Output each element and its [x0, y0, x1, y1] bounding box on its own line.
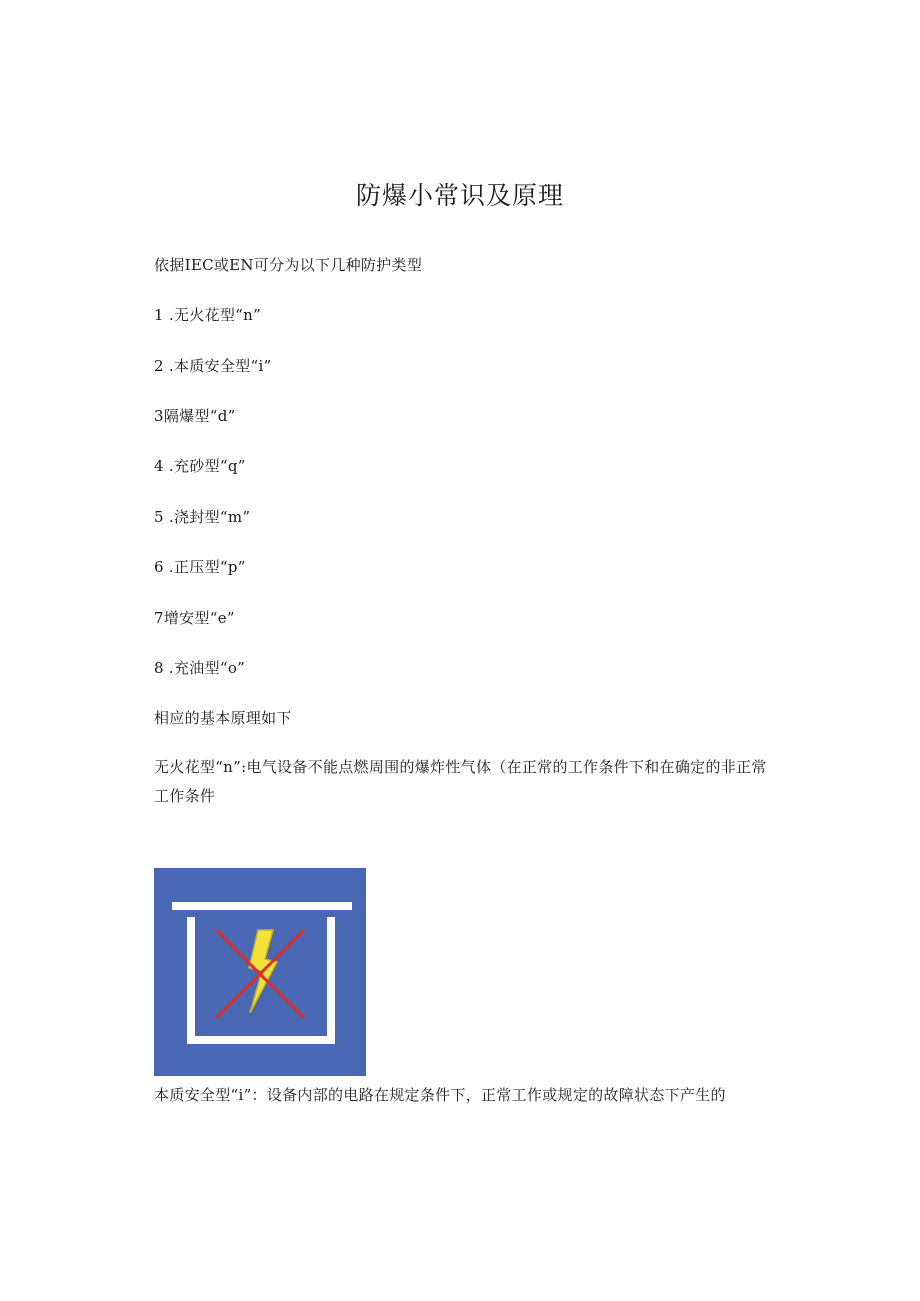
protection-type-item: 8 .充油型“o” — [154, 659, 246, 677]
no-spark-type-n-icon — [154, 868, 366, 1076]
page-title: 防爆小常识及原理 — [355, 181, 564, 210]
n-type-description: 无火花型“n”:电气设备不能点燃周围的爆炸性气体（在正常的工作条件下和在确定的非正常工作条件 — [154, 758, 767, 805]
protection-type-item: 4 .充砂型“q” — [154, 457, 246, 475]
i-type-description: 本质安全型“i”：设备内部的电路在规定条件下，正常工作或规定的故障状态下产生的 — [154, 1086, 726, 1104]
principle-heading: 相应的基本原理如下 — [154, 709, 292, 727]
protection-type-item: 3隔爆型“d” — [154, 407, 236, 425]
protection-type-item: 7增安型“e” — [154, 609, 235, 627]
protection-type-item: 5 .浇封型“m” — [154, 508, 251, 526]
intro-text: 依据IEC或EN可分为以下几种防护类型 — [154, 256, 423, 274]
protection-type-item: 2 .本质安全型“i” — [154, 357, 272, 375]
protection-type-item: 1 .无火花型“n” — [154, 306, 262, 324]
protection-type-item: 6 .正压型“p” — [154, 558, 246, 576]
